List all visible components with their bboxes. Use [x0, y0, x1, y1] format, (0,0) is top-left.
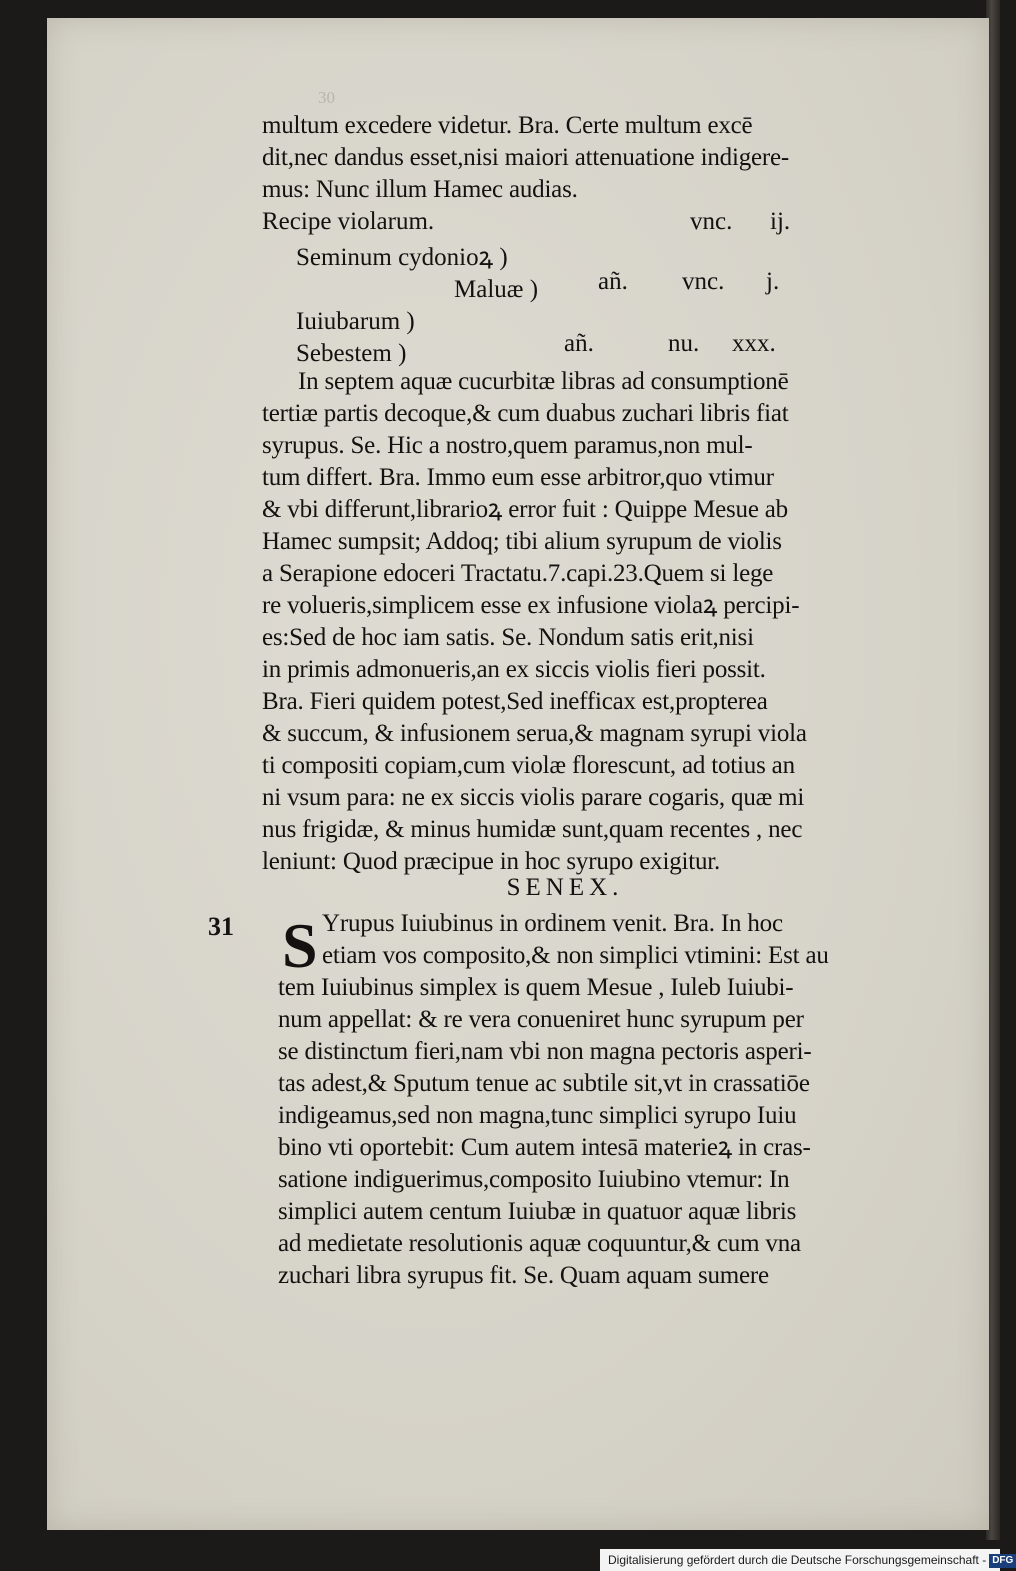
section-paragraph: [278, 908, 829, 1292]
text-line: es:Sed de hoc iam satis. Se. Nondum satis erit,nisi: [262, 624, 754, 651]
text-line: simplici autem centum Iuiubæ in quatuor aquæ libris: [278, 1198, 797, 1225]
text-line: a Serapione edoceri Tractatu.7.capi.23.Quem si lege: [262, 560, 774, 587]
recipe-ana: añ.: [564, 330, 594, 357]
text-line: leniunt: Quod præcipue in hoc syrupo exigitur.: [262, 848, 721, 875]
recipe-quantity: xxx.: [732, 330, 776, 357]
recipe-unit: vnc.: [690, 208, 733, 235]
text-line: etiam vos composito,& non simplici vtimini: Est au: [322, 942, 829, 969]
text-line: tem Iuiubinus simplex is quem Mesue , Iuleb Iuiubi-: [278, 974, 794, 1001]
text-line: Bra. Fieri quidem potest,Sed inefficax est,propterea: [262, 688, 768, 715]
credit-text: Digitalisierung gefördert durch die Deutsche Forschungsgemeinschaft -: [608, 1553, 987, 1567]
text-line: bino vti oportebit: Cum autem intesā materieꝝ in cras-: [278, 1134, 811, 1161]
text-line: Yrupus Iuiubinus in ordinem venit. Bra. In hoc: [322, 910, 783, 937]
text-line: nus frigidæ, & minus humidæ sunt,quam recentes , nec: [262, 816, 803, 843]
text-line: ti compositi copiam,cum violæ florescunt, ad totius an: [262, 752, 795, 779]
text-line: In septem aquæ cucurbitæ libras ad consumptionē: [298, 368, 789, 395]
intro-paragraph: [262, 110, 789, 206]
body-paragraph: [262, 366, 807, 878]
recipe-quince-seeds: Seminum cydonioꝝ ): [296, 244, 508, 271]
faded-page-number: 30: [318, 88, 335, 107]
margin-number: 31: [208, 912, 234, 941]
text-line: tertiæ partis decoque,& cum duabus zuchari libris fiat: [262, 400, 789, 427]
text-line: indigeamus,sed non magna,tunc simplici syrupo Iuiu: [278, 1102, 797, 1129]
recipe-unit: nu.: [668, 330, 700, 357]
recipe-unit: vnc.: [682, 268, 725, 295]
text-line: ad medietate resolutionis aquæ coquuntur,& cum vna: [278, 1230, 801, 1257]
drop-cap: S: [282, 910, 318, 981]
text-line: mus: Nunc illum Hamec audias.: [262, 176, 578, 203]
recipe-violets: Recipe violarum.: [262, 208, 435, 235]
text-line: se distinctum fieri,nam vbi non magna pectoris asperi-: [278, 1038, 812, 1065]
text-line: ni vsum para: ne ex siccis violis parare cogaris, quæ mi: [262, 784, 805, 811]
recipe-sebesten: Sebestem ): [296, 340, 407, 367]
recipe-ana: añ.: [598, 268, 628, 295]
dfg-logo: DFG: [989, 1554, 1016, 1568]
text-line: syrupus. Se. Hic a nostro,quem paramus,non mul-: [262, 432, 753, 459]
text-line: tum differt. Bra. Immo eum esse arbitror,quo vtimur: [262, 464, 774, 491]
recipe-mallow: Maluæ ): [454, 276, 539, 303]
recipe-jujubes: Iuiubarum ): [296, 308, 415, 335]
text-line: & vbi differunt,librarioꝝ error fuit : Quippe Mesue ab: [262, 496, 788, 523]
text-line: Hamec sumpsit; Addoq; tibi alium syrupum de violis: [262, 528, 782, 555]
text-line: in primis admonueris,an ex siccis violis fieri possit.: [262, 656, 766, 683]
text-line: zuchari libra syrupus fit. Se. Quam aquam sumere: [278, 1262, 769, 1289]
text-line: num appellat: & re vera conueniret hunc syrupum per: [278, 1006, 804, 1033]
text-line: re volueris,simplicem esse ex infusione violaꝝ percipi-: [262, 592, 800, 619]
text-line: dit,nec dandus esset,nisi maiori attenuatione indigere-: [262, 144, 790, 171]
section-heading: SENEX.: [506, 874, 624, 901]
digitization-credit: [600, 1549, 1014, 1571]
text-line: & succum, & infusionem serua,& magnam syrupi viola: [262, 720, 807, 747]
recipe-quantity: j.: [766, 268, 780, 295]
text-line: tas adest,& Sputum tenue ac subtile sit,vt in crassatiōe: [278, 1070, 810, 1097]
recipe-quantity: ij.: [770, 208, 791, 235]
text-line: multum excedere videtur. Bra. Certe multum excē: [262, 112, 753, 139]
text-line: satione indiguerimus,composito Iuiubino vtemur: In: [278, 1166, 790, 1193]
